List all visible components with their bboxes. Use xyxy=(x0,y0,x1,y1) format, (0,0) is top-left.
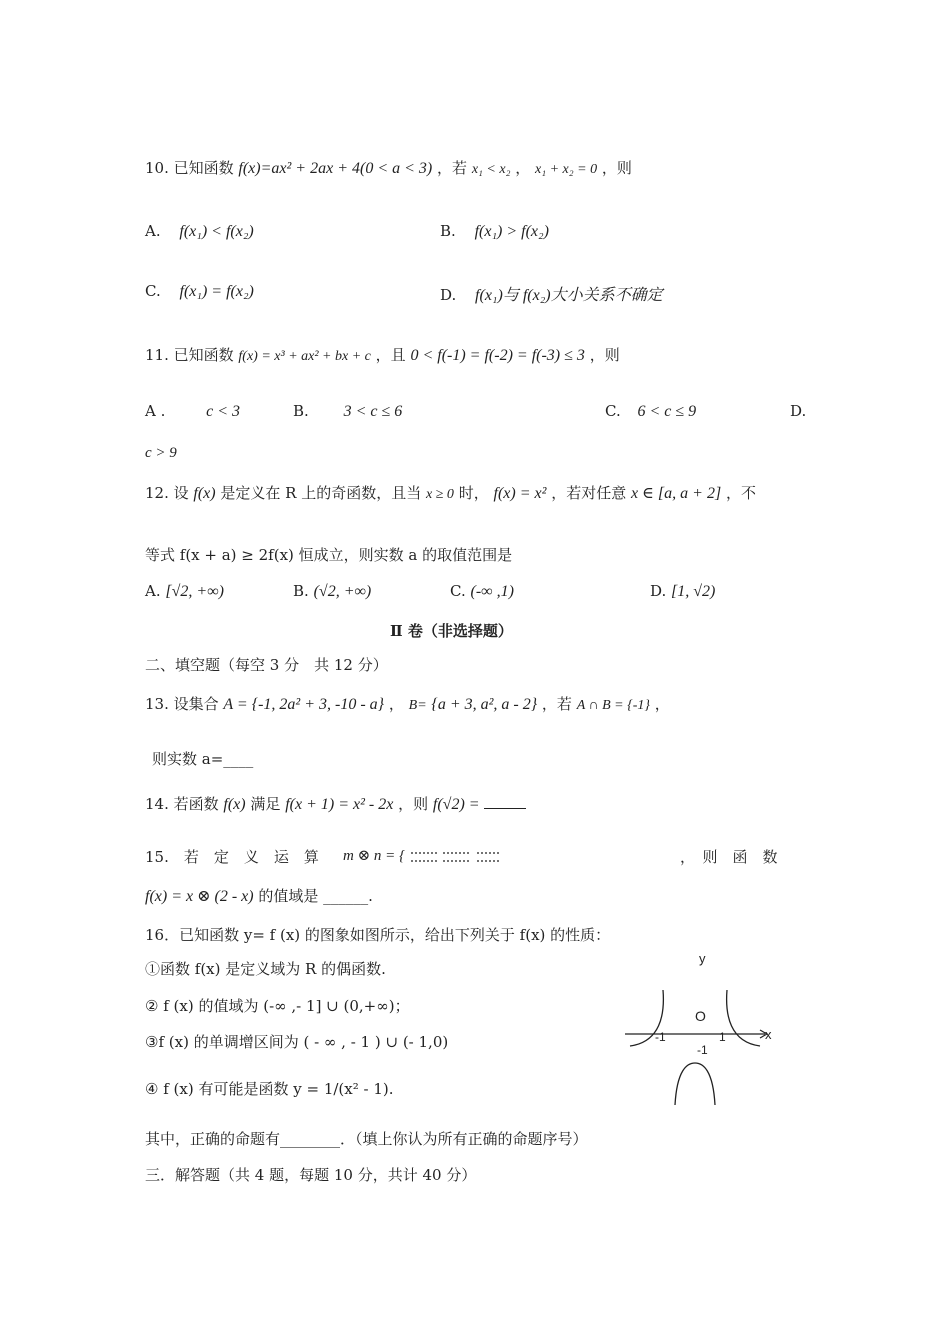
section2-title: Ⅱ 卷（非选择题） xyxy=(390,622,513,640)
q14-answer-blank[interactable] xyxy=(484,794,526,809)
q13-stem-line xyxy=(145,694,670,716)
q11-option-b-label: B. xyxy=(293,402,309,420)
q14-cond: f(x + 1) = x² - 2x xyxy=(285,796,394,813)
q11-option-c xyxy=(605,402,696,421)
q14-p2: ，则 xyxy=(398,795,429,813)
q15-operation-def: m ⊗ n = { xyxy=(343,848,406,864)
graph-right-branch xyxy=(727,990,760,1046)
q10-function: f(x)=ax² + 2ax + 4(0 < a < 3) xyxy=(238,160,433,177)
q12-option-a-text: [√2, +∞) xyxy=(165,583,224,600)
q14-stem: 14. 若函数 xyxy=(145,795,219,813)
q12-cond: x ≥ 0 xyxy=(426,487,454,502)
q13-cond: A ∩ B = {-1} xyxy=(576,698,650,713)
q12-p3: ，若对任意 xyxy=(551,484,627,502)
q10-option-b-text: f(x₁) > f(x₂) xyxy=(474,223,549,240)
q13-cond-prefix: ，若 xyxy=(541,695,572,713)
q11-option-a-text: c < 3 xyxy=(206,403,241,420)
q12-option-b-text: (√2, +∞) xyxy=(313,583,372,600)
q16-stem: 16．已知函数 y= f (x) 的图象如图所示，给出下列关于 f(x) 的性质： xyxy=(145,926,611,944)
graph-x-label: x xyxy=(765,1027,772,1042)
q10-option-b-label: B. xyxy=(440,222,456,240)
q12-option-a-label: A. xyxy=(145,582,161,600)
q12-def: f(x) = x² xyxy=(493,485,547,502)
q10-option-d-label: D. xyxy=(440,286,457,304)
q15-expr: f(x) = x ⊗ (2 - x) xyxy=(145,888,254,905)
q13-set-b-label: B= xyxy=(408,698,427,713)
q16-function-graph xyxy=(615,945,785,1115)
q10-option-a xyxy=(145,222,254,241)
q15-tail: ， 则 函 数 xyxy=(680,848,778,866)
q13-stem: 13. 设集合 xyxy=(145,695,219,713)
q10-sep: ， xyxy=(515,159,531,177)
q16-item-4: ④ f (x) 有可能是函数 y = 1/(x² - 1). xyxy=(145,1080,394,1098)
q10-stem-line xyxy=(145,158,632,180)
q12-option-d-label: D. xyxy=(650,582,667,600)
fill-in-header: 二、填空题（每空 3 分 共 12 分） xyxy=(145,656,388,674)
graph-y-label: y xyxy=(699,951,706,966)
q12-line2: 等式 f(x + a) ≥ 2f(x) 恒成立，则实数 a 的取值范围是 xyxy=(145,546,513,564)
q15-line2-text: 的值域是 ______. xyxy=(258,887,373,905)
graph-middle-branch xyxy=(675,1063,715,1105)
q11-option-b xyxy=(293,402,402,421)
q13-set-b: {a + 3, a², a - 2} xyxy=(431,696,538,713)
q10-option-c xyxy=(145,282,254,301)
q14-ask: f(√2) = xyxy=(432,796,480,813)
q11-cond: 0 < f(-1) = f(-2) = f(-3) ≤ 3 xyxy=(410,347,585,364)
q12-option-c xyxy=(450,582,514,601)
q16-conclusion: 其中，正确的命题有________．（填上你认为所有正确的命题序号） xyxy=(145,1130,588,1148)
q10-cond2: x₁ + x₂ = 0 xyxy=(535,162,598,177)
q11-tail: ，则 xyxy=(589,346,620,364)
q14-p1: 满足 xyxy=(250,795,281,813)
q11-option-d-label: D. xyxy=(790,402,807,420)
graph-tick-left: -1 xyxy=(655,1030,666,1044)
q12-option-b-label: B. xyxy=(293,582,309,600)
q11-stem-line xyxy=(145,345,620,367)
q15-garbled-cases xyxy=(409,848,504,866)
q11-option-b-text: 3 < c ≤ 6 xyxy=(343,403,403,420)
q14-line xyxy=(145,794,526,815)
q11-stem: 11. 已知函数 xyxy=(145,346,234,364)
q10-option-c-label: C. xyxy=(145,282,161,300)
q12-stem-line xyxy=(145,483,756,505)
q13-sep: ， xyxy=(388,695,404,713)
q10-option-a-text: f(x₁) < f(x₂) xyxy=(179,223,254,240)
q12-option-c-label: C. xyxy=(450,582,466,600)
q16-item-1: ①函数 f(x) 是定义域为 R 的偶函数. xyxy=(145,960,386,978)
q12-p2: 时， xyxy=(458,484,489,502)
q12-option-c-text: (-∞ ,1) xyxy=(470,583,514,600)
q11-option-a-label: A . xyxy=(145,402,166,420)
graph-tick-right: 1 xyxy=(719,1030,726,1044)
q10-option-d-text: f(x₁)与 f(x₂)大小关系不确定 xyxy=(475,287,663,304)
q12-fx: f(x) xyxy=(193,485,216,502)
q12-option-b xyxy=(293,582,371,601)
graph-origin-label: O xyxy=(695,1008,706,1024)
q11-option-c-label: C. xyxy=(605,402,621,420)
q10-cond1: x₁ < x₂ xyxy=(471,162,511,177)
q10-option-a-label: A. xyxy=(145,222,161,240)
q14-fx: f(x) xyxy=(223,796,246,813)
q15-line2 xyxy=(145,886,373,907)
q10-option-d xyxy=(440,282,663,305)
q13-tail: ， xyxy=(654,695,670,713)
q10-option-b xyxy=(440,222,549,241)
q10-tail: ，则 xyxy=(601,159,632,177)
q15-operation xyxy=(343,846,504,866)
q11-function: f(x) = x³ + ax² + bx + c xyxy=(238,349,371,364)
q12-stem: 12. 设 xyxy=(145,484,189,502)
q10-option-c-text: f(x₁) = f(x₂) xyxy=(179,283,254,300)
q13-line2: 则实数 a=____ xyxy=(152,750,254,768)
q11-mid: ，且 xyxy=(375,346,406,364)
q12-p1: 是定义在 R 上的奇函数，且当 xyxy=(220,484,422,502)
q11-option-c-text: 6 < c ≤ 9 xyxy=(637,403,697,420)
q15-stem: 15. 若 定 义 运 算 xyxy=(145,848,319,866)
q12-p4: ，不 xyxy=(725,484,756,502)
q11-option-d-text: c > 9 xyxy=(145,445,177,461)
q12-option-d-text: [1, √2) xyxy=(671,583,716,600)
q10-stem: 10. 已知函数 xyxy=(145,159,234,177)
section3-header: 三．解答题（共 4 题，每题 10 分，共计 40 分） xyxy=(145,1166,477,1184)
q16-item-2: ② f (x) 的值域为 (-∞ ,- 1] ∪ (0,+∞)； xyxy=(145,997,410,1015)
graph-tick-negative: -1 xyxy=(697,1043,708,1057)
q12-range: x ∈ [a, a + 2] xyxy=(630,485,722,502)
q16-item-3: ③f (x) 的单调增区间为 ( - ∞ , - 1 ) ∪ (- 1,0) xyxy=(145,1033,449,1051)
q12-option-d xyxy=(650,582,715,601)
q13-set-a: A = {-1, 2a² + 3, -10 - a} xyxy=(223,696,385,713)
q10-cond-prefix: ，若 xyxy=(437,159,468,177)
q11-option-a xyxy=(145,402,240,421)
q12-option-a xyxy=(145,582,224,601)
